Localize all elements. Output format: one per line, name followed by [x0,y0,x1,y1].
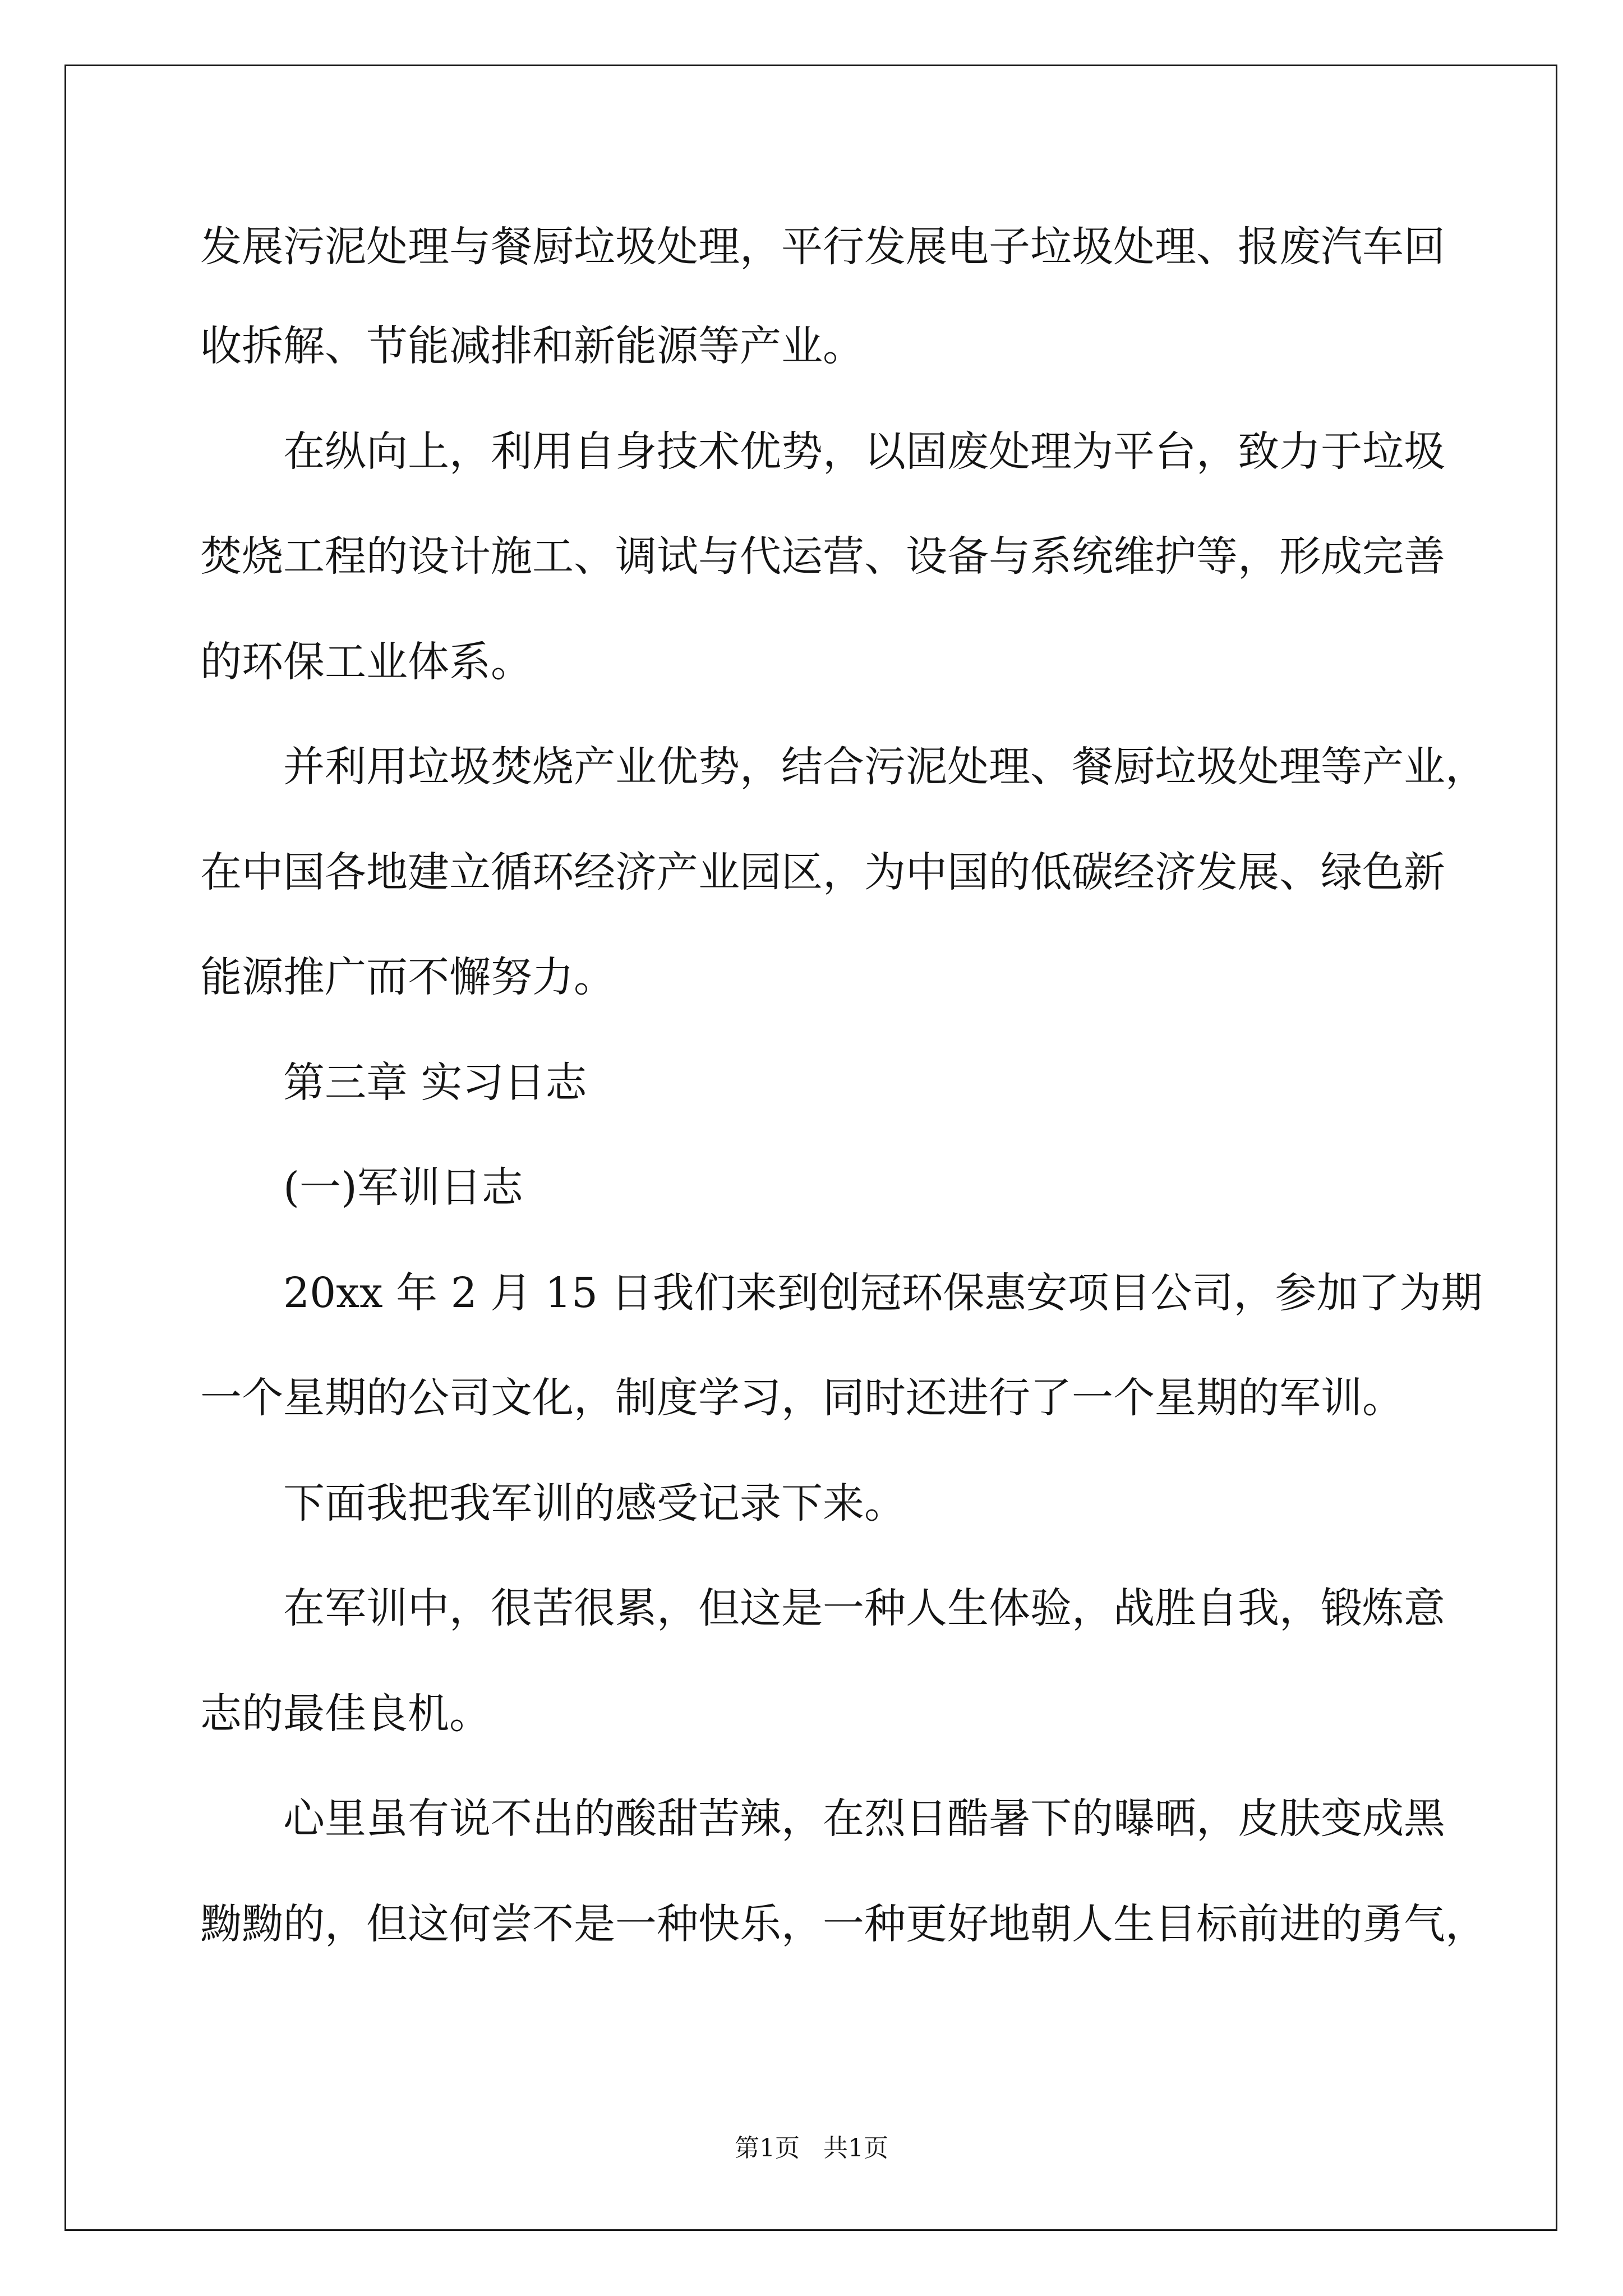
paragraph-line: 20xx 年 2 月 15 日我们来到创冠环保惠安项目公司，参加了为期 [283,1269,1483,1317]
section-heading: (一)军训日志 [283,1163,523,1212]
paragraph-line: 发展污泥处理与餐厨垃圾处理，平行发展电子垃圾处理、报废汽车回 [200,223,1445,271]
paragraph-line: 在军训中，很苦很累，但这是一种人生体验，战胜自我，锻炼意 [283,1584,1445,1632]
paragraph-line: 下面我把我军训的感受记录下来。 [283,1479,906,1527]
paragraph-line: 焚烧工程的设计施工、调试与代运营、设备与系统维护等，形成完善 [200,532,1445,581]
page-footer: 第1页 共1页 [735,2134,888,2162]
paragraph-line: 一个星期的公司文化，制度学习，同时还进行了一个星期的军训。 [200,1374,1404,1422]
paragraph-line: 心里虽有说不出的酸甜苦辣，在烈日酷暑下的曝晒，皮肤变成黑 [283,1795,1445,1843]
paragraph-line: 黝黝的，但这何尝不是一种快乐，一种更好地朝人生目标前进的勇气， [200,1900,1487,1948]
paragraph-line: 并利用垃圾焚烧产业优势，结合污泥处理、餐厨垃圾处理等产业， [283,743,1487,791]
paragraph-line: 的环保工业体系。 [200,638,532,686]
chapter-heading: 第三章 实习日志 [283,1059,587,1107]
paragraph-line: 能源推广而不懈努力。 [200,953,615,1001]
paragraph-line: 收拆解、节能减排和新能源等产业。 [200,322,864,370]
paragraph-line: 在中国各地建立循环经济产业园区，为中国的低碳经济发展、绿色新 [200,848,1445,896]
paragraph-line: 志的最佳良机。 [200,1690,491,1738]
paragraph-line: 在纵向上，利用自身技术优势，以固废处理为平台，致力于垃圾 [283,427,1445,476]
